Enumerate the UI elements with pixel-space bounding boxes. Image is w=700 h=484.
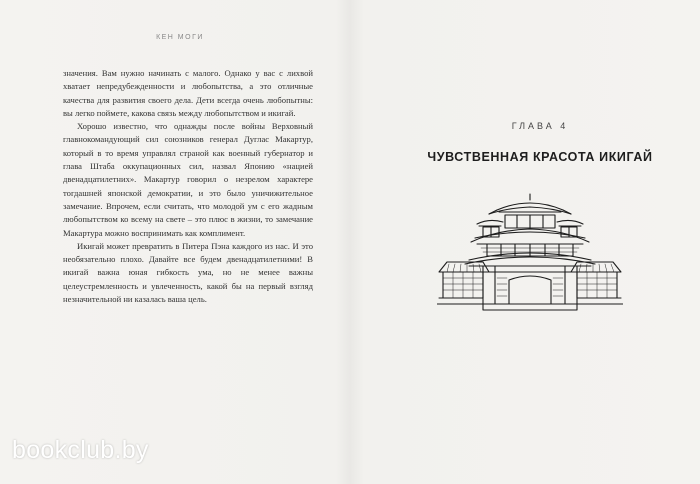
chapter-label: ГЛАВА 4 <box>511 121 569 131</box>
chapter-title: ЧУВСТВЕННАЯ КРАСОТА ИКИГАЙ <box>427 150 653 164</box>
paragraph: значения. Вам нужно начинать с малого. Однако у вас с лихвой хватает непредубежденности и любопытства, а это отличные качества для развития своего дела. Дети всегда очень любопытны: вы легко поймете, какова связь между любопытством и икигай. <box>63 68 313 118</box>
paragraph: Икигай может превратить в Питера Пэна каждого из нас. И это необязательно плохо. Давайте все будем двенадцатилетними! В икигай важна юная гибкость ума, но не менее важны целеустремленность и увлеченность, какой бы на первый взгляд незначительной ни казалась ваша цель. <box>63 240 313 305</box>
paragraph: Хорошо известно, что однажды после войны Верховный главнокомандующий сил союзников генерал Дуглас Макартур, который в то время управлял страной как военный губернатор и глава Штаба оккупационных сил, назвал Японию «нацией двенадцатилетних». Макартур говорил о незрелом характере тогдашней японской демократии, и это было уничижительное замечание. Впрочем, если считать, что молодой ум с его жадным любопытством ко всему на свете – это плюс в жизни, то замечание Макартура можно воспринимать как комплимент. <box>63 121 313 238</box>
temple-illustration <box>437 188 623 316</box>
left-page-body <box>63 67 313 306</box>
watermark: bookclub.by <box>12 436 149 464</box>
running-head: КЕН МОГИ <box>156 34 204 41</box>
